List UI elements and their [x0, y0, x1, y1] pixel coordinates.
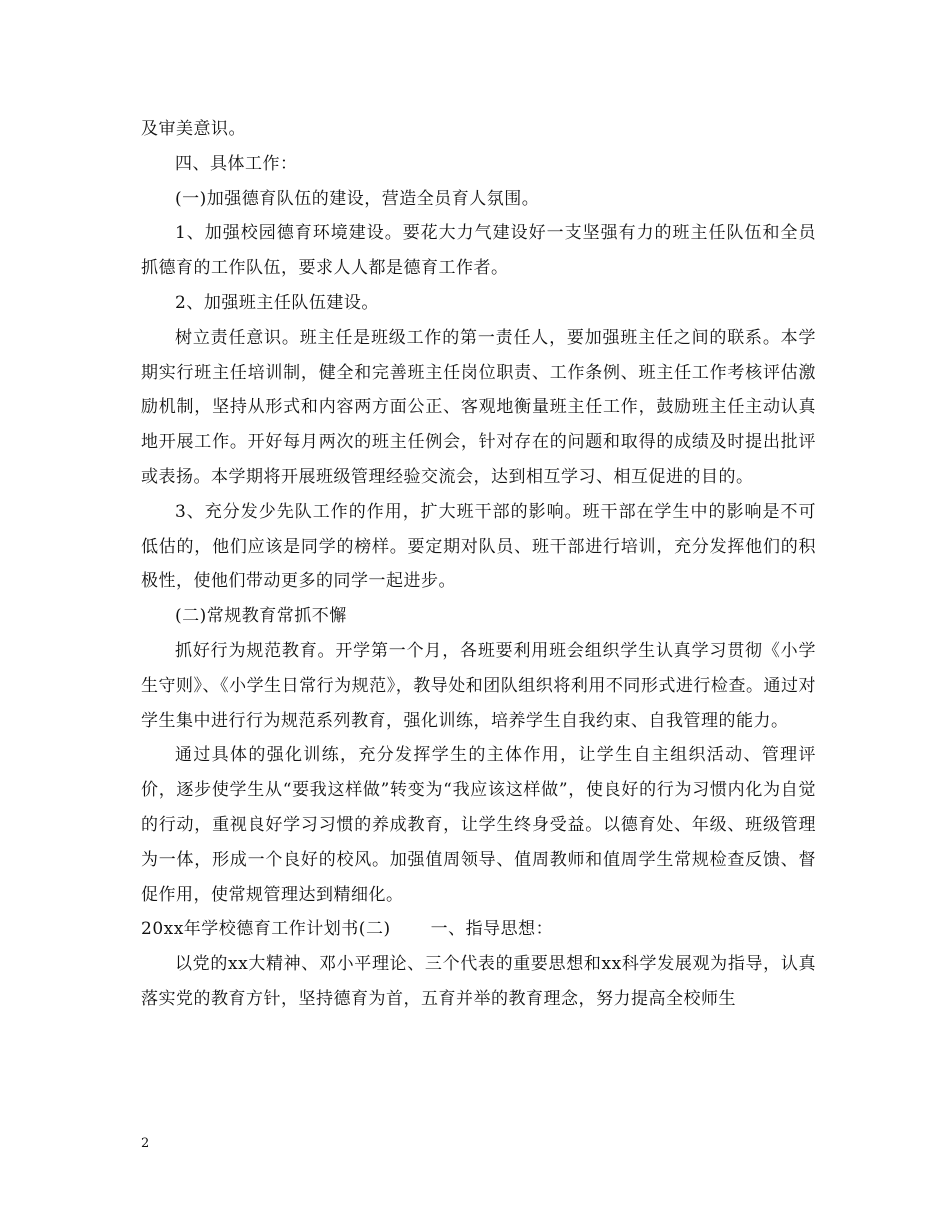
- section-heading: [141, 912, 816, 947]
- paragraph: 通过具体的强化训练，充分发挥学生的主体作用，让学生自主组织活动、管理评价，逐步使学生从“要我这样做”转变为“我应该这样做”，使良好的行为习惯内化为自觉的行动，重视良好学习习惯的养成教育，让学生终身受益。以德育处、年级、班级管理为一体，形成一个良好的校风。加强值周领导、值周教师和值周学生常规检查反馈、督促作用，使常规管理达到精细化。: [141, 745, 816, 905]
- paragraph: 四、具体工作：: [175, 153, 298, 174]
- paragraph: (二)常规教育常抓不懈: [175, 606, 347, 627]
- paragraph: 1、加强校园德育环境建设。要花大力气建设好一支坚强有力的班主任队伍和全员抓德育的工作队伍，要求人人都是德育工作者。: [141, 223, 816, 279]
- paragraph: 2、加强班主任队伍建设。: [175, 292, 379, 313]
- paragraph: 树立责任意识。班主任是班级工作的第一责任人，要加强班主任之间的联系。本学期实行班主任培训制，健全和完善班主任岗位职责、工作条例、班主任工作考核评估激励机制，坚持从形式和内容两方面公正、客观地衡量班主任工作，鼓励班主任主动认真地开展工作。开好每月两次的班主任例会，针对存在的问题和取得的成绩及时提出批评或表扬。本学期将开展班级管理经验交流会，达到相互学习、相互促进的目的。: [141, 327, 816, 487]
- closing-paragraph: 以党的xx大精神、邓小平理论、三个代表的重要思想和xx科学发展观为指导，认真落实党的教育方针，坚持德育为首，五育并举的教育理念，努力提高全校师生: [141, 954, 816, 1009]
- paragraph: (一)加强德育队伍的建设，营造全员育人氛围。: [175, 188, 540, 209]
- section-subtitle: 一、指导思想：: [430, 919, 554, 940]
- paragraph: 抓好行为规范教育。开学第一个月，各班要利用班会组织学生认真学习贯彻《小学生守则》、《小学生日常行为规范》，教导处和团队组织将利用不同形式进行检查。通过对学生集中进行行为规范系列教育，强化训练，培养学生自我约束、自我管理的能力。: [141, 640, 816, 731]
- document-body: [141, 112, 816, 1017]
- page-number: 2: [141, 1136, 150, 1151]
- paragraph: 及审美意识。: [141, 119, 246, 139]
- section-title: 20xx年学校德育工作计划书(二): [141, 919, 391, 940]
- paragraph: 3、充分发少先队工作的作用，扩大班干部的影响。班干部在学生中的影响是不可低估的，他们应该是同学的榜样。要定期对队员、班干部进行培训，充分发挥他们的积极性，使他们带动更多的同学一起进步。: [141, 501, 816, 592]
